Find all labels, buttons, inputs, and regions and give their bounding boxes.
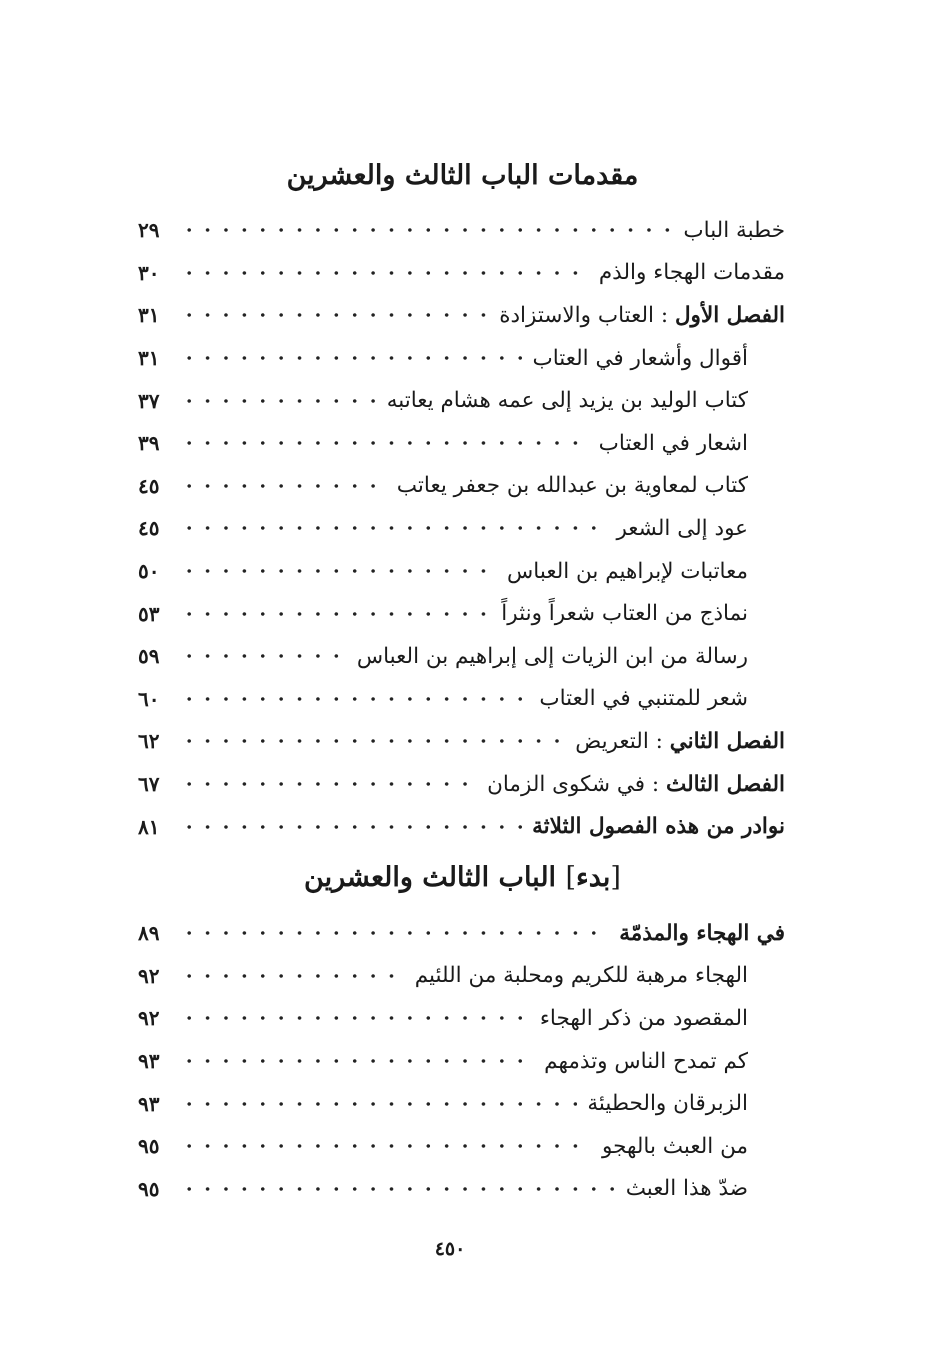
toc-section-chapter-start: [138, 912, 785, 1210]
toc-dot-leader: [180, 394, 377, 408]
section-heading-introductions: مقدمات الباب الثالث والعشرين: [286, 160, 639, 191]
toc-entry[interactable]: [138, 1082, 785, 1125]
toc-dot-leader: [180, 1182, 616, 1196]
toc-entry[interactable]: [138, 635, 785, 678]
toc-entry-title: [544, 1049, 785, 1074]
toc-entry[interactable]: [138, 507, 785, 550]
toc-entry-page-number: ٩٥: [138, 1176, 160, 1201]
toc-entry-title: [397, 473, 785, 498]
toc-entry[interactable]: [138, 422, 785, 465]
toc-dot-leader: [180, 1097, 577, 1111]
toc-entry[interactable]: [138, 294, 785, 337]
toc-entry-title-text: من العبث بالهجو: [601, 1133, 748, 1159]
toc-dot-leader: [180, 266, 589, 280]
toc-dot-leader: [180, 777, 477, 791]
toc-entry-title: [587, 1091, 785, 1116]
toc-entry-title: [499, 303, 785, 328]
toc-entry-title: [507, 559, 785, 584]
toc-entry-page-number: ٣٧: [138, 388, 160, 413]
toc-entry[interactable]: [138, 379, 785, 422]
toc-entry-page-number: ٦٠: [138, 686, 160, 711]
toc-entry-page-number: ٩٢: [138, 963, 160, 988]
toc-entry-page-number: ٩٣: [138, 1049, 160, 1074]
toc-entry[interactable]: [138, 955, 785, 998]
toc-dot-leader: [180, 926, 609, 940]
toc-entry-page-number: ٥٠: [138, 559, 160, 584]
toc-dot-leader: [180, 692, 529, 706]
toc-entry[interactable]: [138, 1168, 785, 1211]
toc-entry-bold-title: الفصل الثالث: [665, 771, 785, 797]
toc-entry-page-number: ٨٩: [138, 921, 160, 946]
toc-entry[interactable]: [138, 550, 785, 593]
toc-entry-title-text: عود إلى الشعر: [616, 515, 748, 541]
toc-dot-leader: [180, 521, 606, 535]
toc-entry-title-text: شعر للمتنبي في العتاب: [539, 686, 748, 712]
toc-entry-title: [357, 644, 785, 669]
toc-entry-title-text: الهجاء مرهبة للكريم ومحلبة من اللئيم: [414, 963, 748, 989]
toc-entry[interactable]: [138, 209, 785, 252]
toc-entry-title: [487, 772, 785, 797]
toc-entry-title: [387, 388, 785, 413]
toc-entry-title: [540, 1006, 785, 1031]
toc-entry-title: [532, 814, 785, 839]
toc-entry-title-text: : التعريض: [575, 728, 670, 754]
heading-bracket-open: [: [610, 862, 621, 893]
toc-entry[interactable]: [138, 337, 785, 380]
toc-entry-title-text: كتاب الوليد بن يزيد إلى عمه هشام يعاتبه: [386, 388, 748, 414]
toc-section-introductions: [138, 209, 785, 848]
toc-entry[interactable]: [138, 805, 785, 848]
toc-entry-title-text: مقدمات الهجاء والذم: [598, 260, 785, 286]
toc-dot-leader: [180, 564, 497, 578]
toc-entry[interactable]: [138, 720, 785, 763]
toc-entry-title-text: أقوال وأشعار في العتاب: [532, 345, 748, 371]
toc-entry-title-text: نماذج من العتاب شعراً ونثراً: [501, 601, 748, 627]
toc-entry[interactable]: [138, 997, 785, 1040]
toc-entry-bold-title: في الهجاء والمذمّة: [619, 920, 785, 946]
toc-entry-title: [575, 729, 785, 754]
heading-rest: الباب الثالث والعشرين: [304, 862, 557, 893]
toc-dot-leader: [180, 820, 522, 834]
toc-entry-title-text: اشعار في العتاب: [598, 430, 748, 456]
toc-dot-leader: [180, 308, 489, 322]
toc-entry-title: [602, 1134, 785, 1159]
toc-entry-title: [683, 218, 785, 243]
heading-bracket-close: ]: [565, 862, 577, 893]
toc-entry-page-number: ٨١: [138, 814, 160, 839]
toc-entry-page-number: ٩٣: [138, 1091, 160, 1116]
toc-dot-leader: [180, 479, 387, 493]
toc-entry-title-text: : في شكوى الزمان: [487, 771, 666, 797]
toc-entry-page-number: ٩٥: [138, 1134, 160, 1159]
toc-entry-title-text: رسالة من ابن الزيات إلى إبراهيم بن العباس: [356, 643, 748, 669]
toc-entry-page-number: ٣١: [138, 303, 160, 328]
toc-entry[interactable]: [138, 763, 785, 806]
toc-entry-page-number: ٢٩: [138, 218, 160, 243]
toc-entry-page-number: ٣٩: [138, 431, 160, 456]
toc-entry-title-text: المقصود من ذكر الهجاء: [539, 1005, 748, 1031]
toc-entry-title: [616, 516, 785, 541]
toc-entry[interactable]: [138, 592, 785, 635]
toc-entry-title: [599, 431, 785, 456]
toc-entry-page-number: ٣٠: [138, 260, 160, 285]
toc-entry[interactable]: [138, 465, 785, 508]
toc-dot-leader: [180, 436, 589, 450]
toc-entry-title: [626, 1176, 785, 1201]
toc-entry-title-text: كم تمدح الناس وتذمهم: [544, 1048, 748, 1074]
toc-entry-title: [619, 921, 785, 946]
toc-entry-page-number: ٦٧: [138, 772, 160, 797]
toc-entry[interactable]: [138, 912, 785, 955]
toc-dot-leader: [180, 734, 565, 748]
toc-entry-bold-title: الفصل الأول: [674, 302, 785, 328]
toc-entry-title: [415, 963, 785, 988]
toc-entry-page-number: ٥٣: [138, 601, 160, 626]
toc-entry-title-text: الزبرقان والحطيئة: [587, 1091, 748, 1117]
toc-entry-page-number: ٣١: [138, 346, 160, 371]
toc-entry-title-text: كتاب لمعاوية بن عبدالله بن جعفر يعاتب: [396, 473, 748, 499]
toc-dot-leader: [180, 649, 347, 663]
toc-entry-page-number: ٤٥: [138, 516, 160, 541]
toc-dot-leader: [180, 1139, 592, 1153]
toc-entry-bold-title: الفصل الثاني: [669, 728, 785, 754]
toc-entry[interactable]: [138, 1125, 785, 1168]
toc-entry-title: [501, 601, 785, 626]
toc-entry[interactable]: [138, 1040, 785, 1083]
toc-entry-title: [599, 260, 785, 285]
toc-dot-leader: [180, 223, 673, 237]
toc-entry-title-text: معاتبات لإبراهيم بن العباس: [507, 558, 748, 584]
toc-entry[interactable]: [138, 252, 785, 295]
toc-dot-leader: [180, 351, 522, 365]
heading-bracket-word: بدء: [576, 862, 611, 893]
toc-entry-page-number: ٩٢: [138, 1006, 160, 1031]
toc-entry[interactable]: [138, 678, 785, 721]
toc-entry-page-number: ٤٥: [138, 473, 160, 498]
toc-entry-title-text: خطبة الباب: [683, 217, 785, 243]
toc-entry-bold-title: نوادر من هذه الفصول الثلاثة: [532, 814, 785, 840]
toc-entry-page-number: ٦٢: [138, 729, 160, 754]
toc-dot-leader: [180, 1054, 534, 1068]
section-heading-chapter-start: [140, 858, 785, 898]
toc-dot-leader: [180, 1011, 530, 1025]
toc-entry-title-text: : العتاب والاستزادة: [499, 302, 675, 328]
toc-entry-title: [532, 346, 785, 371]
toc-dot-leader: [180, 607, 491, 621]
toc-entry-title: [539, 686, 785, 711]
page-number-folio: ٤٥٠: [434, 1238, 466, 1260]
toc-entry-page-number: ٥٩: [138, 644, 160, 669]
toc-entry-title-text: ضدّ هذا العبث: [625, 1176, 748, 1202]
toc-dot-leader: [180, 969, 405, 983]
